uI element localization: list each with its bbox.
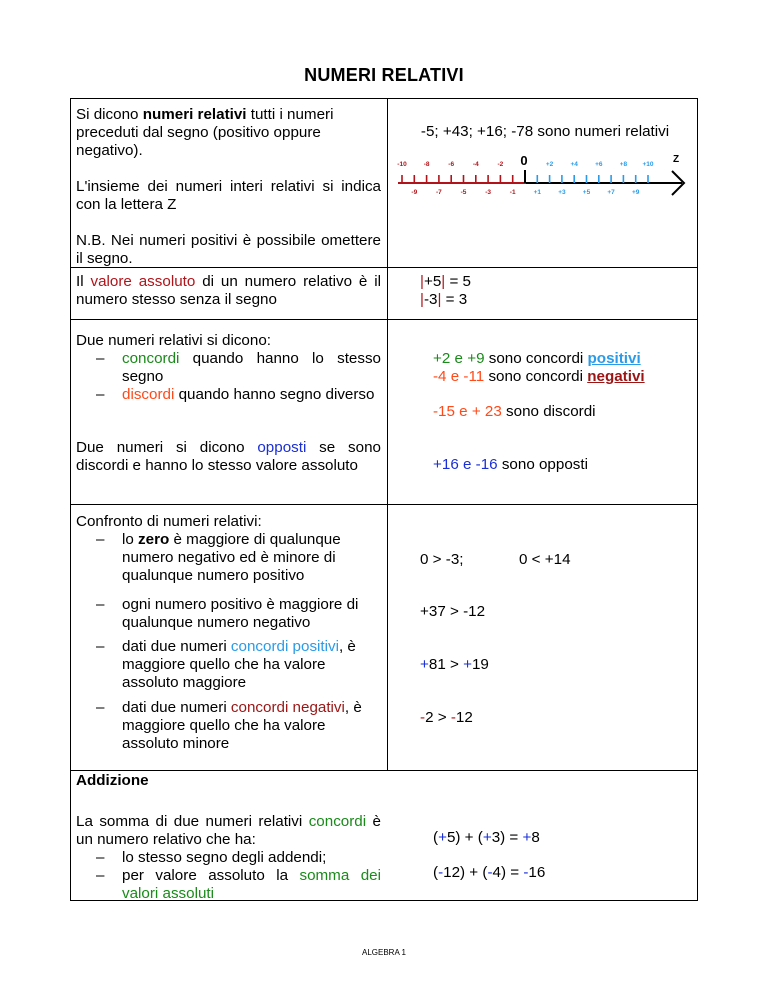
- number-line-label: -7: [436, 189, 442, 196]
- list-item-text: quando hanno segno diverso: [174, 386, 375, 403]
- rule-text: è maggiore di qualunque numero negativo ed è minore di qualunque numero positivo: [122, 531, 341, 584]
- number-line-label: -4: [472, 161, 479, 168]
- number-line-label: +7: [607, 189, 615, 196]
- example-text: 81 >: [428, 656, 464, 673]
- discordi-term: discordi: [122, 386, 175, 403]
- number-line-label: -2: [497, 161, 504, 168]
- confronto-rule-1: [76, 531, 381, 585]
- abs-result: = 5: [445, 273, 471, 290]
- example-numbers: -4 e -11: [433, 368, 485, 385]
- rule-text: dati due numeri: [122, 638, 231, 655]
- sign: -: [523, 864, 529, 881]
- number-line-label: +10: [642, 161, 654, 168]
- somma-term: somma dei valori assoluti: [122, 867, 381, 902]
- concordi-negativi-term: concordi negativi: [230, 699, 345, 716]
- abs-inner: +5: [423, 273, 442, 290]
- opposti-definition: [76, 439, 381, 475]
- zero-term: zero: [138, 531, 170, 548]
- example-text: 12: [455, 709, 473, 726]
- sign: +: [420, 656, 429, 673]
- example-text: sono discordi: [501, 403, 596, 420]
- definition-part: Si dicono: [76, 106, 143, 123]
- opposti-part: se sono discordi e hanno lo stesso valore assoluto: [76, 439, 381, 474]
- sign: +: [522, 829, 532, 846]
- sign: -: [438, 864, 444, 881]
- sign: +: [463, 656, 472, 673]
- example-text: (: [433, 829, 439, 846]
- addizione-part: La somma di due numeri relativi: [76, 813, 309, 830]
- abs-bar: |: [420, 291, 424, 308]
- concordi-positivi-term: concordi positivi: [230, 638, 339, 655]
- number-line: [388, 150, 696, 200]
- confronto-example-4: [420, 709, 473, 727]
- abs-bar: |: [441, 273, 446, 290]
- example-text: 2 >: [425, 709, 451, 726]
- example-text: sono concordi: [484, 350, 588, 367]
- list-item: [76, 386, 381, 404]
- example-text: sono opposti: [497, 456, 588, 473]
- table-border-left: [70, 98, 71, 901]
- list-item: [76, 638, 381, 692]
- abs-example-2: [420, 291, 467, 309]
- page-title: NUMERI RELATIVI: [304, 65, 464, 85]
- sign: -: [450, 709, 456, 726]
- list-item: [76, 699, 381, 753]
- confronto-example-1a: 0 > -3;: [420, 551, 464, 568]
- rule-text: , è maggiore quello che ha valore assoluto minore: [122, 699, 362, 752]
- confronto-rule-4: [76, 699, 381, 753]
- sign: -: [420, 709, 426, 726]
- abs-part: Il: [76, 273, 91, 290]
- list-item: [76, 867, 381, 903]
- discordi-example: [433, 403, 596, 421]
- rule-text: lo: [122, 531, 139, 548]
- confronto-example-3: [420, 656, 489, 674]
- row-divider: [70, 770, 698, 771]
- positive-label: positivi: [587, 350, 641, 367]
- number-line-label: -1: [509, 189, 516, 196]
- addizione-heading: Addizione: [76, 772, 149, 789]
- example-text: sono concordi: [484, 368, 588, 385]
- opposti-part: Due numeri si dicono: [76, 439, 258, 456]
- example-relative-numbers: -5; +43; +16; -78 sono numeri relativi: [420, 123, 670, 140]
- list-item: [76, 531, 381, 585]
- abs-part: di un numero relativo è il numero stesso senza il segno: [76, 273, 381, 308]
- concordi-example-1: [433, 350, 641, 368]
- confronto-intro: Confronto di numeri relativi:: [76, 513, 262, 530]
- example-text: 4) =: [492, 864, 524, 881]
- example-numbers: +2 e +9: [433, 350, 485, 367]
- list-item: [76, 849, 381, 867]
- number-line-label: -8: [423, 161, 430, 168]
- example-text: 8: [531, 829, 540, 846]
- abs-value-definition: [76, 273, 381, 309]
- z-set-text: L'insieme dei numeri interi relativi si indica con la lettera Z: [76, 178, 381, 213]
- confronto-example-2: +37 > -12: [420, 603, 486, 620]
- definition-part: tutti i numeri preceduti dal segno (positivo oppure negativo).: [76, 106, 334, 159]
- abs-example-1: [420, 273, 471, 291]
- confronto-example-1b: 0 < +14: [519, 551, 571, 568]
- negative-label: negativi: [587, 368, 645, 385]
- confronto-rule-2: [76, 596, 381, 632]
- number-line-label: +3: [558, 189, 566, 196]
- rule-text: dati due numeri: [122, 699, 231, 716]
- example-text: 3) =: [491, 829, 523, 846]
- example-text: 12) + (: [443, 864, 488, 881]
- list-item-text: lo stesso segno degli addendi;: [122, 849, 327, 866]
- table-border-right: [697, 98, 698, 901]
- nb-note: N.B. Nei numeri positivi è possibile omettere il segno.: [76, 232, 381, 267]
- table-border-top: [70, 98, 698, 99]
- number-line-label: +5: [582, 189, 591, 196]
- rule-text: , è maggiore quello che ha valore assoluto maggiore: [122, 638, 356, 691]
- number-line-label: +4: [570, 161, 578, 168]
- concordi-list: [76, 350, 381, 404]
- sign: +: [438, 829, 447, 846]
- opposti-term: opposti: [257, 439, 307, 456]
- addizione-list: [76, 849, 381, 903]
- concordi-term: concordi: [308, 813, 367, 830]
- definition-text: [76, 106, 381, 160]
- definition-term: numeri relativi: [142, 106, 247, 123]
- number-line-label: -10: [397, 161, 407, 168]
- sign: +: [482, 829, 492, 846]
- list-item-text: quando hanno lo stesso segno: [122, 350, 381, 385]
- number-line-label: -5: [460, 189, 467, 196]
- number-line-label: +1: [533, 189, 542, 196]
- number-line-zero: 0: [520, 153, 528, 168]
- number-line-label: +8: [619, 161, 628, 168]
- number-line-label: -9: [411, 189, 418, 196]
- sign: -: [487, 864, 493, 881]
- number-line-label: -6: [448, 161, 455, 168]
- row-divider: [70, 504, 698, 505]
- list-item: [76, 350, 381, 386]
- addizione-example-2: [433, 864, 545, 882]
- abs-bar: |: [420, 273, 424, 290]
- example-text: 16: [528, 864, 546, 881]
- number-line-z: Z: [672, 154, 680, 165]
- number-line-label: -3: [485, 189, 491, 196]
- opposti-example: [433, 456, 588, 474]
- confronto-rule-3: [76, 638, 381, 692]
- addizione-part: è un numero relativo che ha:: [76, 813, 381, 848]
- example-numbers: -15 e + 23: [433, 403, 502, 420]
- list-item: [76, 596, 381, 632]
- example-numbers: +16 e -16: [433, 456, 498, 473]
- example-text: 19: [471, 656, 489, 673]
- abs-term: valore assoluto: [90, 273, 196, 290]
- row-divider: [70, 319, 698, 320]
- example-text: 5) + (: [446, 829, 483, 846]
- example-text: (: [433, 864, 439, 881]
- concordi-term: concordi: [122, 350, 180, 367]
- concordi-example-2: [433, 368, 645, 386]
- number-line-label: +2: [545, 161, 554, 168]
- addizione-example-1: [433, 829, 540, 847]
- rule-text: ogni numero positivo è maggiore di qualunque numero negativo: [122, 596, 359, 631]
- addizione-definition: [76, 813, 381, 849]
- abs-result: = 3: [441, 291, 468, 308]
- list-item-text: per valore assoluto la: [122, 867, 300, 884]
- concordi-intro: Due numeri relativi si dicono:: [76, 332, 271, 349]
- abs-inner: -3: [423, 291, 438, 308]
- page-footer: ALGEBRA 1: [361, 948, 407, 957]
- number-line-label: +6: [595, 161, 603, 168]
- abs-bar: |: [437, 291, 442, 308]
- number-line-label: +9: [631, 189, 640, 196]
